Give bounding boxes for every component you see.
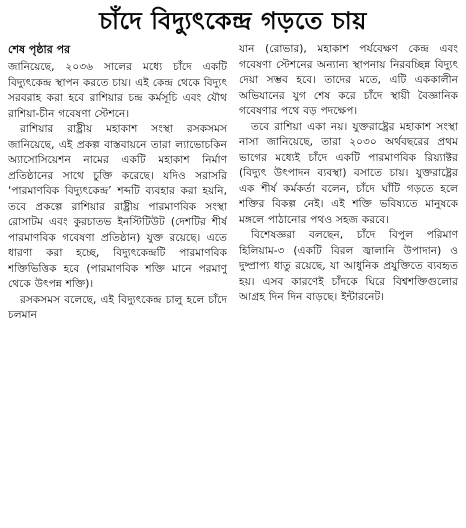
paragraph: রসকসমস বলেছে, এই বিদ্যুৎকেন্দ্র চালু হলে চাঁদে চলমান (8, 293, 227, 321)
article-body (8, 42, 458, 522)
paragraph: বিশেষজ্ঞরা বলছেন, চাঁদে বিপুল পরিমাণ হিলিয়াম-৩ (একটি বিরল জ্বালানি উপাদান) ও দুষ্প্রাপ্য ধাতু রয়েছে, যা আধুনিক প্রযুক্তিতে ব্যবহৃত হয়। এসব কারণেই চাঁদকে ঘিরে বিশ্বশক্তিগুলোর আগ্রহ দিন দিন বাড়ছে। ইন্টারনেট। (239, 229, 458, 303)
headline: চাঁদে বিদ্যুৎকেন্দ্র গড়তে চায় (99, 7, 367, 35)
paragraph: জানিয়েছে, ২০৩৬ সালের মধ্যে চাঁদে একটি বিদ্যুৎকেন্দ্র স্থাপন করতে চায়। এই কেন্দ্র থেকে বিদ্যুৎ সরবরাহ করা হবে রাশিয়ার চন্দ্র কর্মসূচি এবং যৌথ রাশিয়া-চীন গবেষণা স্টেশনে। (8, 61, 227, 120)
right-column (239, 42, 458, 522)
paragraph: যান (রোভার), মহাকাশ পর্যবেক্ষণ কেন্দ্র এবং গবেষণা স্টেশনের অন্যান্য স্থাপনায় নিরবচ্ছিন্ন বিদ্যুৎ দেয়া সম্ভব হবে। তাদের মতে, এটি এককালীন অভিযানের যুগ শেষ করে চাঁদে স্থায়ী বৈজ্ঞানিক গবেষণার পথে বড় পদক্ষেপ। (239, 43, 458, 117)
paragraph: তবে রাশিয়া একা নয়। যুক্তরাষ্ট্রের মহাকাশ সংস্থা নাসা জানিয়েছে, তারা ২০৩০ অর্থবছরের প্রথম ভাগের মধ্যেই চাঁদে একটি পারমাণবিক রিয়্যাক্টর (বিদ্যুৎ উৎপাদন ব্যবস্থা) বসাতে চায়। যুক্তরাষ্ট্রের এক শীর্ষ কর্মকর্তা বলেন, চাঁদে ঘাঁটি গড়তে হলে শক্তির বিকল্প নেই। এই শক্তি ভবিষ্যতে মানুষকে মঙ্গলে পাঠানোর পথও সহজ করবে। (239, 120, 458, 226)
paragraph: রাশিয়ার রাষ্ট্রীয় মহাকাশ সংস্থা রসকসমস জানিয়েছে, এই প্রকল্প বাস্তবায়নে তারা ল্যাভোচকিন অ্যাসোসিয়েশন নামের একটি মহাকাশ নির্মাণ প্রতিষ্ঠানের সাথে চুক্তি করেছে। যদিও সরাসরি ‘পারমাণবিক বিদ্যুৎকেন্দ্র’ শব্দটি ব্যবহার করা হয়নি, তবে প্রকল্পে রাশিয়ার রাষ্ট্রীয় পারমাণবিক সংস্থা রোসাটম এবং কুরচাতভ ইনস্টিটিউট (দেশটির শীর্ষ পারমাণবিক গবেষণা প্রতিষ্ঠান) যুক্ত রয়েছে। এতে ধারণা করা হচ্ছে, বিদ্যুৎকেন্দ্রটি পারমাণবিক শক্তিভিত্তিক হবে (পারমাণবিক শক্তি মানে পরমাণু থেকে উৎপন্ন শক্তি)। (8, 123, 227, 290)
left-column (8, 42, 227, 522)
continued-label: শেষ পৃষ্ঠার পর (8, 43, 71, 56)
